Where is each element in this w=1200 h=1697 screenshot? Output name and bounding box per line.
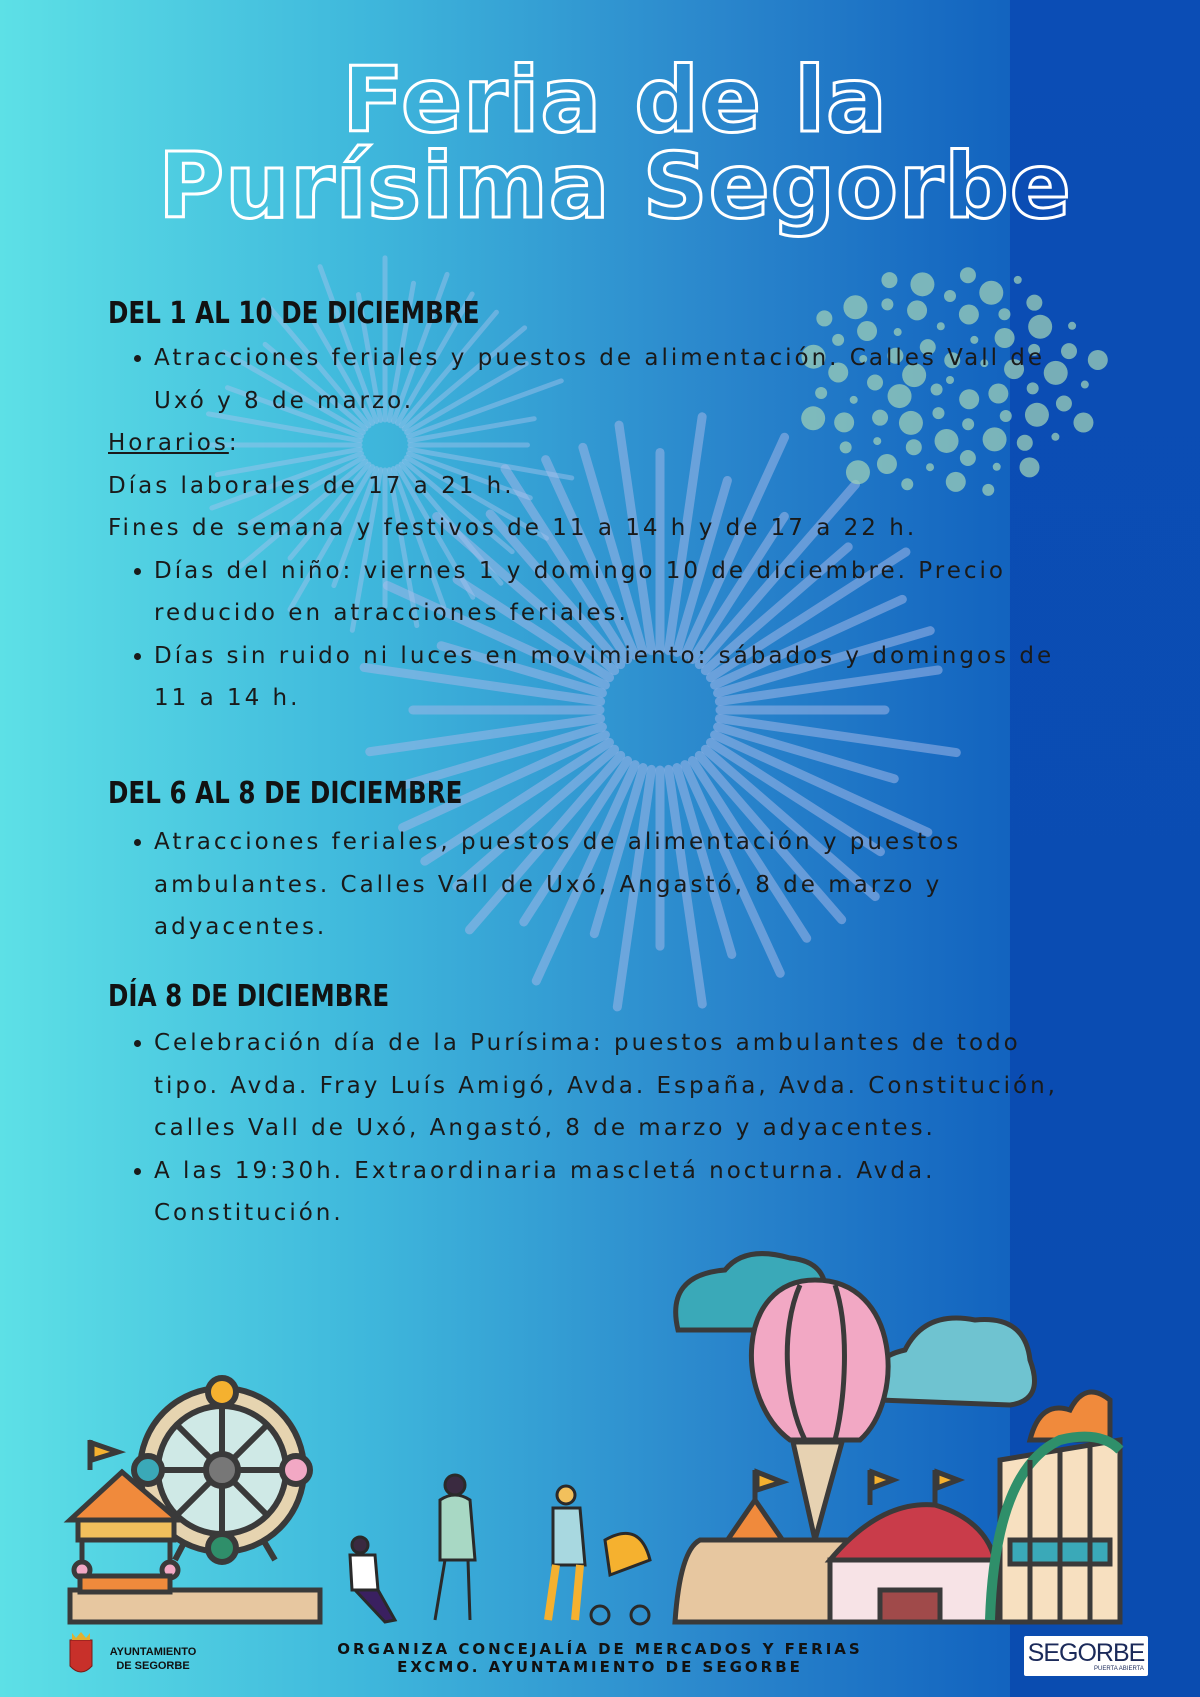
horarios-colon: : — [228, 430, 240, 456]
list-item: • A las 19:30h. Extraordinaria mascletá nocturna. Avda. Constitución. — [154, 1150, 1068, 1235]
title-line-2: Purísima Segorbe — [158, 134, 1072, 239]
section-heading: DEL 6 AL 8 DE DICIEMBRE — [108, 776, 463, 811]
ayuntamiento-label-line-2: DE SEGORBE — [116, 1660, 190, 1672]
horario-fines-semana: Fines de semana y festivos de 11 a 14 h y de 17 a 22 h. — [108, 515, 918, 541]
section-heading: DEL 1 AL 10 DE DICIEMBRE — [108, 296, 480, 331]
organizer-footer — [0, 1640, 1200, 1676]
brand-tagline: PUERTA ABIERTA — [1094, 1666, 1144, 1672]
list-item: • Días sin ruido ni luces en movimiento: sábados y domingos de 11 a 14 h. — [154, 635, 1068, 720]
list-item: • Celebración día de la Purísima: puestos ambulantes de todo tipo. Avda. Fray Luís Amigó, Avda. España, Avda. Constitución, calles Vall de Uxó, Angastó, 8 de marzo y adyacentes. — [154, 1022, 1068, 1150]
footer-line-2: EXCMO. AYUNTAMIENTO DE SEGORBE — [397, 1658, 803, 1676]
circus-tent-icon — [675, 1470, 995, 1622]
roller-coaster-icon — [990, 1392, 1120, 1622]
horario-laborales: Días laborales de 17 a 21 h. — [108, 472, 515, 499]
segorbe-brand-logo — [1024, 1636, 1148, 1676]
footer-line-1: ORGANIZA CONCEJALÍA DE MERCADOS Y FERIAS — [337, 1640, 863, 1658]
ayuntamiento-label-line-1: AYUNTAMIENTO — [109, 1646, 197, 1658]
list-item: • Días del niño: viernes 1 y domingo 10 de diciembre. Precio reducido en atracciones feriales. — [154, 550, 1068, 635]
list-item: • Atracciones feriales y puestos de alimentación. Calles Vall de Uxó y 8 de marzo. — [154, 337, 1068, 422]
title-line-1: Feria de la — [342, 48, 888, 153]
horarios-label: Horarios — [108, 430, 229, 456]
list-item: • Atracciones feriales, puestos de alimentación y puestos ambulantes. Calles Vall de Uxó, Angastó, 8 de marzo y adyacentes. — [154, 821, 1068, 949]
brand-name: SEGORBE — [1027, 1639, 1145, 1667]
section-heading: DÍA 8 DE DICIEMBRE — [108, 979, 390, 1014]
family-walking-icon — [350, 1475, 650, 1624]
